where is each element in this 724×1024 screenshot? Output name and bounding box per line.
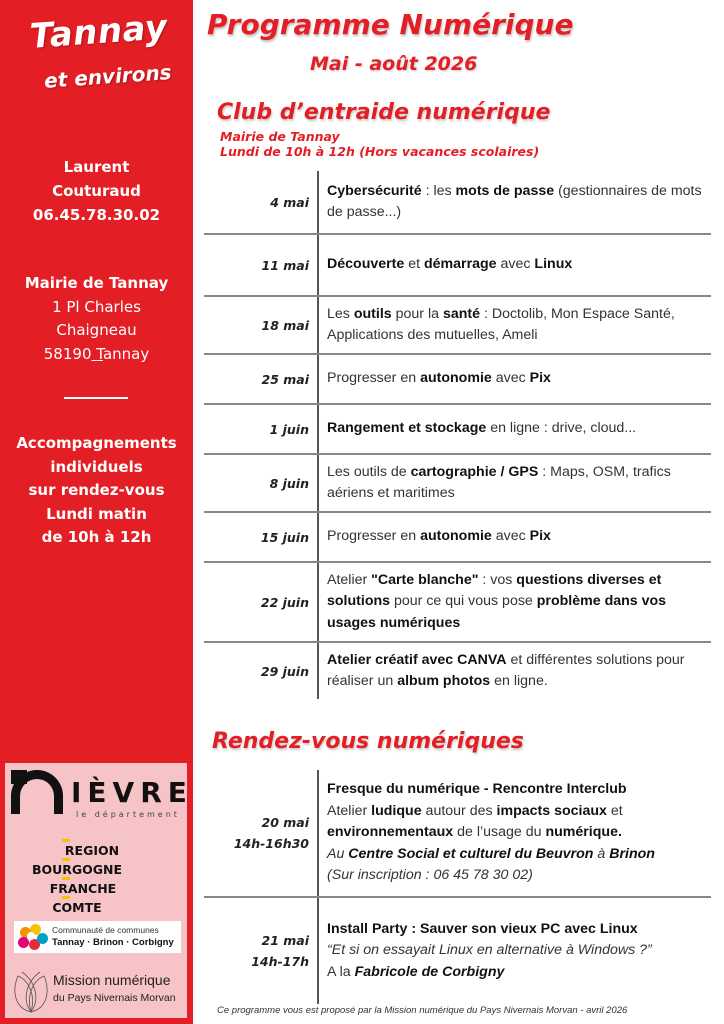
session-description: Les outils de cartographie / GPS : Maps, OSM, trafics aériens et maritimes: [327, 463, 671, 501]
region-bfc-logo: [17, 841, 137, 917]
session-description: Découverte et démarrage avec Linux: [327, 256, 573, 273]
contact-last-name: Couturaud: [52, 182, 141, 200]
communaute-communes-logo: [14, 921, 181, 953]
session-date: 15 juin: [260, 529, 309, 545]
session-row: [204, 563, 711, 643]
event-date: 20 mai: [261, 815, 309, 830]
event-description: Fresque du numérique - Rencontre Interclub Atelier ludique autour des impacts sociaux et environnementaux de l’usage du numérique. Au Centre Social et culturel du Beuvron à Brinon (Sur inscription : 06 45 78 30 02): [327, 781, 655, 884]
session-date: 25 mai: [261, 371, 309, 387]
sidebar: [0, 0, 193, 1024]
address-line2: Chaigneau: [56, 321, 137, 339]
address-title: Mairie de Tannay: [24, 274, 169, 292]
address-city-initial: T: [96, 344, 103, 363]
event-datetime: [204, 898, 317, 1004]
event-date: 21 mai: [261, 933, 309, 948]
session-row: [204, 235, 711, 297]
rdv-events-table: [204, 770, 711, 1004]
brand-subtitle: et environs: [43, 60, 173, 93]
mission-line2: du Pays Nivernais Morvan: [53, 992, 176, 1004]
communaute-dots-icon: [18, 924, 48, 950]
communaute-line2: Tannay · Brinon · Corbigny: [52, 937, 174, 948]
session-date: 18 mai: [261, 317, 309, 333]
communaute-line1: Communauté de communes: [52, 925, 159, 935]
session-row: [204, 171, 711, 235]
accomp-line1: Accompagnements: [16, 434, 177, 452]
mission-numerique-logo: [10, 968, 185, 1014]
event-time: 14h-17h: [251, 954, 309, 969]
club-schedule: Lundi de 10h à 12h (Hors vacances scolaires): [220, 144, 540, 159]
region-bar-icon: [62, 877, 70, 880]
contact-block: [0, 155, 193, 227]
region-bar-icon: [62, 839, 70, 842]
session-row: [204, 455, 711, 513]
session-description: Atelier créatif avec CANVA et différentes solutions pour réaliser un album photos en ligne.: [327, 651, 685, 689]
session-date: 29 juin: [260, 663, 309, 679]
accomp-line4: Lundi matin: [46, 504, 147, 523]
event-row: [204, 770, 711, 898]
session-row: [204, 405, 711, 455]
address-city: [0, 343, 193, 367]
session-date: 8 juin: [269, 475, 309, 491]
region-line1: REGION: [17, 841, 137, 860]
leaf-icon: [10, 968, 52, 1014]
session-date: 22 juin: [260, 594, 309, 610]
region-bar-icon: [62, 896, 70, 899]
event-row: [204, 898, 711, 1004]
event-datetime: [204, 770, 317, 896]
session-description: Atelier "Carte blanche" : vos questions diverses et solutions pour ce qui vous pose problème dans vos usages numériques: [327, 571, 667, 631]
club-section-title: Club d’entraide numérique: [217, 100, 551, 125]
sidebar-divider: [64, 397, 128, 399]
accomp-line5: de 10h à 12h: [41, 528, 152, 546]
footer-credit: Ce programme vous est proposé par la Mission numérique du Pays Nivernais Morvan - avril 2026: [217, 1005, 628, 1016]
session-description: Rangement et stockage en ligne : drive, cloud...: [327, 420, 637, 437]
session-description: Cybersécurité : les mots de passe (gestionnaires de mots de passe...): [327, 182, 702, 220]
mission-line1: Mission numérique: [53, 972, 171, 988]
address-line1: 1 Pl Charles: [52, 297, 141, 316]
address-city-rest: annay: [102, 344, 150, 363]
session-date: 1 juin: [269, 421, 309, 437]
session-date: 4 mai: [270, 194, 309, 210]
region-line2: BOURGOGNE: [17, 860, 137, 879]
region-line3: FRANCHE: [17, 879, 137, 898]
nievre-word: IÈVRE: [71, 776, 193, 809]
contact-phone[interactable]: 06.45.78.30.02: [32, 206, 161, 224]
session-date: 11 mai: [261, 257, 309, 273]
page-period: Mai - août 2026: [310, 53, 478, 75]
brand-title: Tannay: [28, 7, 169, 57]
region-line4: COMTE: [17, 898, 137, 917]
nievre-logo: [11, 768, 193, 826]
session-row: [204, 513, 711, 563]
accomp-line3: sur rendez-vous: [28, 481, 165, 499]
accompaniment-block: [0, 432, 193, 550]
page-title: Programme Numérique: [207, 8, 574, 41]
accomp-line2: individuels: [50, 457, 143, 476]
session-description: Progresser en autonomie avec Pix: [327, 528, 551, 545]
session-description: Les outils pour la santé : Doctolib, Mon Espace Santé, Applications des mutuelles, Ameli: [327, 305, 675, 343]
club-info: [220, 129, 539, 159]
session-row: [204, 643, 711, 699]
event-time: 14h-16h30: [233, 836, 309, 851]
address-postcode: 58190: [43, 344, 92, 363]
session-description: Progresser en autonomie avec Pix: [327, 370, 551, 387]
club-location: Mairie de Tannay: [220, 129, 340, 144]
rdv-section-title: Rendez-vous numériques: [212, 729, 524, 754]
address-block: [0, 272, 193, 366]
partner-logos-panel: [5, 763, 193, 1018]
nievre-tagline: le département: [76, 810, 180, 819]
club-sessions-table: [204, 171, 711, 699]
session-row: [204, 355, 711, 405]
contact-first-name: Laurent: [63, 158, 130, 176]
region-bar-icon: [62, 858, 70, 861]
nievre-n-icon: [11, 770, 63, 814]
session-row: [204, 297, 711, 355]
event-description: Install Party : Sauver son vieux PC avec Linux “Et si on essayait Linux en alternative à Windows ?” A la Fabricole de Corbigny: [327, 920, 652, 980]
